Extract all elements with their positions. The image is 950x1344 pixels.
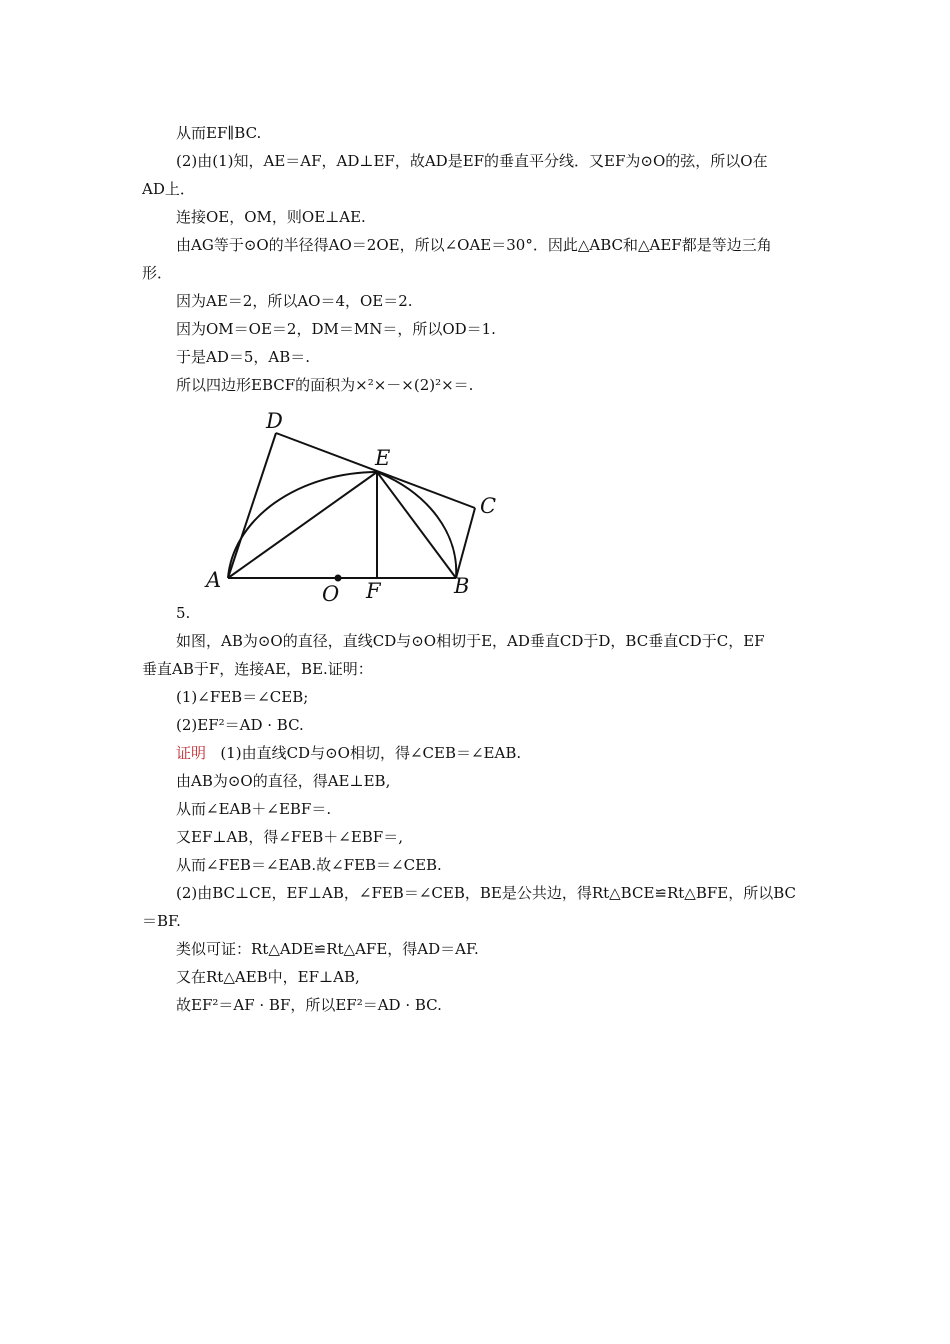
- text-line-3: AD上．: [142, 180, 195, 198]
- text-line-21: (2)由BC⊥CE，EF⊥AB，∠FEB＝∠CEB，BE是公共边，得Rt△BCE≌Rt△BFE，所以BC: [176, 884, 796, 902]
- text-line-10: 所以四边形EBCF的面积为×²×－×(2)²×＝.: [176, 376, 474, 394]
- label-f: F: [366, 579, 381, 603]
- proof-text: (1)由直线CD与⊙O相切，得∠CEB＝∠EAB.: [220, 744, 522, 762]
- segment-be: [377, 472, 456, 578]
- text-line-1: 从而EF∥BC.: [176, 124, 262, 142]
- text-line-4: 连接OE，OM，则OE⊥AE.: [176, 208, 366, 226]
- text-line-22: ＝BF.: [142, 912, 181, 930]
- text-line-5: 由AG等于⊙O的半径得AO＝2OE，所以∠OAE＝30°．因此△ABC和△AEF都是等边三角: [176, 236, 772, 254]
- proof-label: 证明: [176, 744, 207, 762]
- text-line-8: 因为OM＝OE＝2，DM＝MN＝，所以OD＝1.: [176, 320, 496, 338]
- tangent-line-cd: [276, 433, 475, 508]
- label-e: E: [375, 446, 391, 470]
- label-c: C: [480, 494, 497, 518]
- text-line-14: (1)∠FEB＝∠CEB;: [176, 688, 309, 706]
- label-a: A: [206, 568, 222, 592]
- text-line-20: 从而∠FEB＝∠EAB.故∠FEB＝∠CEB.: [176, 856, 442, 874]
- problem-number: 5.: [176, 604, 191, 622]
- text-line-18: 从而∠EAB＋∠EBF＝.: [176, 800, 332, 818]
- segment-bc: [456, 508, 475, 578]
- text-line-13: 垂直AB于F，连接AE，BE.证明：: [142, 660, 373, 678]
- text-line-24: 又在Rt△AEB中，EF⊥AB,: [176, 968, 360, 986]
- label-d: D: [266, 409, 283, 433]
- label-o: O: [322, 582, 340, 606]
- geometry-figure: [192, 403, 522, 615]
- text-line-25: 故EF²＝AF · BF，所以EF²＝AD · BC.: [176, 996, 442, 1014]
- text-line-17: 由AB为⊙O的直径，得AE⊥EB,: [176, 772, 391, 790]
- text-line-7: 因为AE＝2，所以AO＝4，OE＝2.: [176, 292, 413, 310]
- text-line-23: 类似可证：Rt△ADE≌Rt△AFE，得AD＝AF.: [176, 940, 479, 958]
- text-line-9: 于是AD＝5，AB＝.: [176, 348, 311, 366]
- text-line-15: (2)EF²＝AD · BC.: [176, 716, 304, 734]
- text-line-6: 形．: [142, 264, 173, 282]
- text-line-12: 如图，AB为⊙O的直径，直线CD与⊙O相切于E，AD垂直CD于D，BC垂直CD于C，EF: [176, 632, 765, 650]
- text-line-19: 又EF⊥AB，得∠FEB＋∠EBF＝,: [176, 828, 403, 846]
- proof-line: [176, 743, 521, 763]
- text-line-2: (2)由(1)知，AE＝AF，AD⊥EF，故AD是EF的垂直平分线．又EF为⊙O的弦，所以O在: [176, 152, 768, 170]
- center-point-o: [335, 575, 342, 582]
- label-b: B: [454, 574, 470, 598]
- segment-ad: [228, 433, 276, 578]
